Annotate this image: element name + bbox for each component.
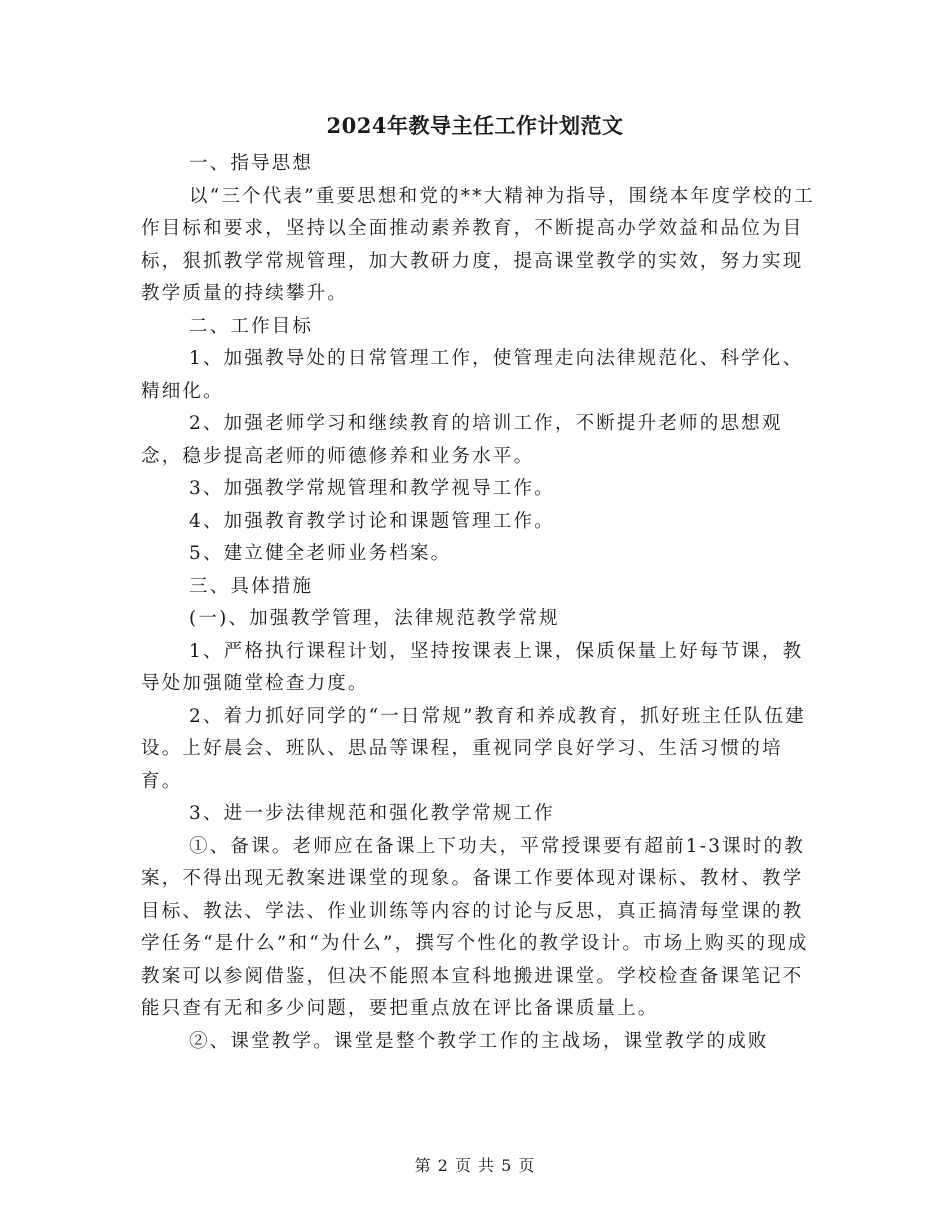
measure-item-3: 3、进一步法律规范和强化教学常规工作 bbox=[189, 803, 555, 824]
document-title: 2024年教导主任工作计划范文 bbox=[326, 113, 624, 138]
measure-item-2: 2、着力抓好同学的“一日常规”教育和养成教育，抓好班主任队伍建设。上好晨会、班队、思品等课程，重视同学良好学习、生活习惯的培育。 bbox=[141, 705, 806, 792]
subsection-heading-teaching-management: (一)、加强教学管理，法律规范教学常规 bbox=[189, 608, 560, 629]
goal-item-1: 1、加强教导处的日常管理工作，使管理走向法律规范化、科学化、精细化。 bbox=[141, 348, 804, 402]
section-heading-work-goals: 二、工作目标 bbox=[189, 315, 314, 337]
page-number-footer: 第 2 页 共 5 页 bbox=[414, 1156, 536, 1175]
lesson-preparation-paragraph: ①、备课。老师应在备课上下功夫，平常授课要有超前1-3课时的教案，不得出现无教案进课堂的现象。备课工作要体现对课标、教材、教学目标、教法、学法、作业训练等内容的讨论与反思，真正搞清每堂课的教学任务“是什么”和“为什么”，撰写个性化的教学设计。市场上购买的现成教案可以参阅借鉴，但决不能照本宣科地搬进课堂。学校检查备课笔记不能只查有无和多少问题，要把重点放在评比备课质量上。 bbox=[141, 835, 809, 1019]
classroom-teaching-paragraph: ②、课堂教学。课堂是整个教学工作的主战场，课堂教学的成败 bbox=[189, 1030, 769, 1052]
measure-item-1: 1、严格执行课程计划，坚持按课表上课，保质保量上好每节课，教导处加强随堂检查力度。 bbox=[141, 640, 804, 694]
document-body bbox=[141, 148, 821, 1058]
goal-item-4: 4、加强教育教学讨论和课题管理工作。 bbox=[189, 510, 555, 532]
goal-item-3: 3、加强教学常规管理和教学视导工作。 bbox=[189, 478, 555, 499]
goal-item-5: 5、建立健全老师业务档案。 bbox=[189, 543, 452, 564]
section-heading-measures: 三、具体措施 bbox=[189, 575, 314, 597]
section-heading-guiding-thought: 一、指导思想 bbox=[189, 153, 314, 174]
paragraph-guiding-thought: 以“三个代表”重要思想和党的**大精神为指导，围绕本年度学校的工作目标和要求，坚持以全面推动素养教育，不断提高办学效益和品位为目标，狠抓教学常规管理，加大教研力度，提高课堂教学的实效，努力实现教学质量的持续攀升。 bbox=[141, 185, 815, 304]
goal-item-2: 2、加强老师学习和继续教育的培训工作，不断提升老师的思想观念，稳步提高老师的师德修养和业务水平。 bbox=[141, 413, 783, 467]
